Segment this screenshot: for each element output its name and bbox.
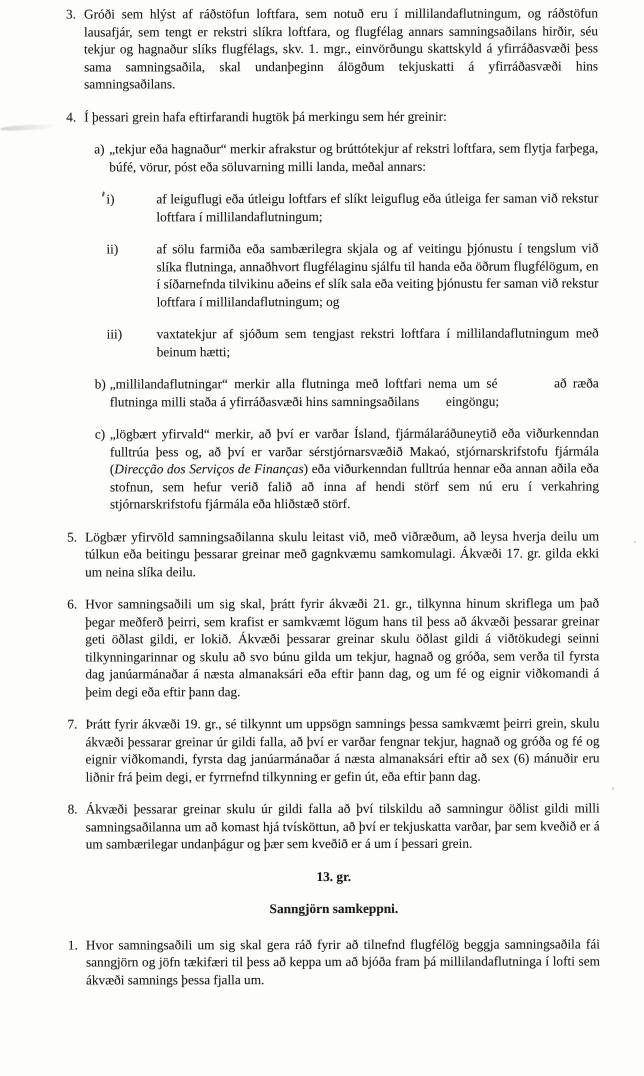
paragraph-3-number: 3. xyxy=(65,6,76,22)
subitem-b xyxy=(0,374,599,410)
paragraph-7-number: 7. xyxy=(67,716,78,732)
paragraph-6-text: Hvor samningsaðili um sig skal, þrátt fyrir ákvæði 21. gr., tilkynna hinum skriflega um það þegar meðferð þeirri, sem krafist er samkvæmt lögum hans til þess að ákvæði þessarar greinar geti öðlast gildi, er lokið. Ákvæði þessarar greinar skulu öðlast gildi á viðtökudegi seinni tilkynningarinnar og skulu að svo búnu gilda um tekjur, hagnað og gróða, sem verða til fyrsta dag janúarmánaðar á næsta almanaksári eða eftir þann dag, og um fé og eignir viðkomandi á þeim degi eða eftir þann dag. xyxy=(85,595,600,699)
subitem-c-text-after: ) eða viðurkenndan fulltrúa hennar eða annan aðila eða stofnun, sem hefur verið falið að inna af hendi störf sem nú eru í verkahring stjórnarskrifstofu fjármála eða hliðstæð störf. xyxy=(109,460,599,512)
section-13-paragraph-1-number: 1. xyxy=(67,937,78,953)
paragraph-5-number: 5. xyxy=(67,529,78,545)
subitem-c xyxy=(0,424,599,513)
subitem-c-text xyxy=(110,424,599,513)
subitem-a-i-text: af leiguflugi eða útleigu loftfars ef slíkt leiguflug eða útleiga fer saman við rekstur loftfara í millilandaflutningum; xyxy=(156,190,599,224)
section-13-paragraph-1-text: Hvor samningsaðili um sig skal gera ráð fyrir að tilnefnd flugfélög beggja samningsaðila fái sanngjörn og jöfn tækifæri til þess að keppa um að bjóða fram þá millilandaflutninga í lofti sem ákvæði samnings þessa fjalla um. xyxy=(85,935,600,987)
subitem-a-text: „tekjur eða hagnaður“ merkir afrakstur og brúttótekjur af rekstri loftfara, sem flytja farþega, búfé, vörur, póst eða söluvarning milli landa, meðal annars: xyxy=(109,140,599,174)
section-title: Sanngjörn samkeppni. xyxy=(269,900,399,917)
paragraph-8-text: Ákvæði þessarar greinar skulu úr gildi falla að því tilskildu að samningur öðlist gildi milli samningsaðilanna um að komast hjá tvísköttun, að því er tekjuskatta varðar, þar sem kveðið er á um sambærilegar undanþágur og þær sem kveðið er á um í þessari grein. xyxy=(85,800,600,852)
paragraph-5-text: Lögbær yfirvöld samningsaðilanna skulu leitast við, með viðræðum, að leysa hverja deilu um túlkun eða beitingu þessarar greinar með gagnkvæmu samkomulagi. Ákvæði 17. gr. gilda ekki um neina slíka deilu. xyxy=(85,527,600,579)
paragraph-6 xyxy=(0,594,599,700)
document-content xyxy=(0,4,644,1003)
subitem-a-i xyxy=(0,189,598,225)
subitem-b-text xyxy=(110,374,599,410)
subitem-a-ii xyxy=(0,239,599,310)
subitem-c-label: c) xyxy=(94,426,106,442)
section-13-paragraph-1 xyxy=(1,935,600,989)
subitem-b-text-part2: að ræða flutninga milli staða á yfirráðasvæði hins samningsaðilans xyxy=(109,375,599,409)
scan-artifact-tick xyxy=(102,191,105,196)
subitem-c-text-before: „lögbært yfirvald“ merkir, að því er varðar Ísland, fjármálaráðuneytið eða viðurkenndan fulltrúa þess og, að því er varðar sérstjórnarsvæðið Makaó, stjórnarskrifstofu fjármála ( xyxy=(109,425,599,477)
paragraph-5 xyxy=(0,527,599,581)
subitem-a xyxy=(0,139,598,175)
subitem-b-label: b) xyxy=(94,376,106,392)
paragraph-4-text: Í þessari grein hafa eftirfarandi hugtök þá merkingu sem hér greinir: xyxy=(84,108,447,124)
paragraph-6-number: 6. xyxy=(67,596,78,612)
paragraph-4 xyxy=(0,107,598,126)
subitem-a-label: a) xyxy=(94,141,105,157)
subitem-a-iii xyxy=(0,324,599,360)
subitem-a-ii-label: ii) xyxy=(106,241,119,257)
subitem-a-iii-label: iii) xyxy=(106,326,123,342)
paragraph-8-number: 8. xyxy=(67,801,78,817)
subitem-c-portuguese-name: Direcção dos Serviços de Finanças xyxy=(114,461,304,477)
paragraph-8 xyxy=(1,799,600,853)
paragraph-7 xyxy=(0,714,599,785)
subitem-b-text-part3: eingöngu; xyxy=(445,393,500,409)
subitem-a-iii-text: vaxtatekjur af sjóðum sem tengjast rekstri loftfara í millilandaflutningum með beinum hætti; xyxy=(156,325,599,359)
subitem-b-text-part1: „millilandaflutningar“ merkir alla flutninga með loftfari nema um sé xyxy=(109,375,498,392)
paragraph-7-text: Þrátt fyrir ákvæði 19. gr., sé tilkynnt um uppsögn samnings þessa samkvæmt þeirri grein, skulu ákvæði þessarar greinar úr gildi falla, að því er varðar fengnar tekjur, hagnað og gróða og fé og eignir viðkomandi, fyrsta dag janúarmánaðar á næsta almanaksári eftir að sex (6) mánuðir eru liðnir frá þeim degi, er fyrrnefnd tilkynning er gefin út, eða eftir þann dag. xyxy=(85,715,600,784)
paragraph-3-text: Gróði sem hlýst af ráðstöfun loftfara, sem notuð eru í millilandaflutningum, og ráðstöfun lausafjár, sem tengt er rekstri slíkra loftfara, og flugfélag annars samningsaðilans hirðir, séu tekjur og hagnaður slíks flugfélags, skv. 1. mgr., einvörðungu skattskyld á yfirráðasvæði þess sama samningsaðila, skal undanþeginn álögðum tekjuskatti á yfirráðasvæði hins samningsaðilans. xyxy=(83,5,599,92)
subitem-a-ii-text: af sölu farmiða eða sambærilegra skjala og af veitingu þjónustu í tengslum við slíka flutninga, annaðhvort flugfélaginu sjálfu til handa eða öðrum flugfélögum, en í síðarnefnda tilvikinu aðeins ef slík sala eða veiting þjónustu fer saman við rekstur loftfara í millilandaflutningum; og xyxy=(156,240,599,309)
paragraph-3 xyxy=(0,4,598,93)
paragraph-4-number: 4. xyxy=(66,109,77,125)
roman-i-label: i) xyxy=(106,191,115,207)
subitem-a-i-label xyxy=(106,190,156,225)
section-number: 13. gr. xyxy=(316,868,352,884)
